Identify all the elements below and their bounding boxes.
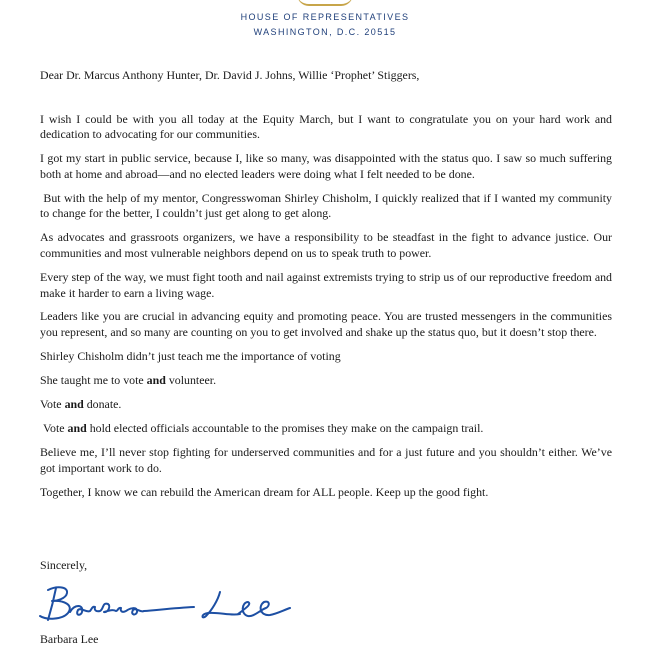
paragraph: Every step of the way, we must fight tooth and nail against extremists trying to strip us of our reproductive freedom and make it harder to earn a living wage.	[40, 269, 612, 300]
paragraph: Leaders like you are crucial in advancing equity and promoting peace. You are trusted messengers in the communities you represent, and so many are counting on you to get involved and shake up the status quo, but it doesn’t stop there.	[40, 309, 612, 340]
signer-name: Barbara Lee	[40, 632, 99, 646]
paragraph: Believe me, I’ll never stop fighting for underserved communities and for a just future and you shouldn’t either. We’ve got important work to do.	[40, 445, 612, 475]
bold-and: and	[64, 397, 84, 412]
paragraph: I got my start in public service, because I, like so many, was disappointed with the status quo. I saw so much suffering both at home and abroad—and no elected leaders were doing what I felt needed to be done.	[40, 151, 612, 181]
bold-and: and	[67, 421, 87, 436]
paragraph: As advocates and grassroots organizers, we have a responsibility to be steadfast in the fight to advance justice. Our communities and most vulnerable neighbors depend on us to speak truth to power.	[40, 230, 612, 260]
closing: Sincerely,	[40, 558, 88, 572]
seal-icon	[297, 0, 353, 6]
salutation: Dear Dr. Marcus Anthony Hunter, Dr. David J. Johns, Willie ‘Prophet’ Stiggers,	[40, 68, 420, 82]
text-segment: Vote	[40, 421, 68, 436]
text-segment: Vote	[40, 397, 65, 412]
text-segment: hold elected officials accountable to the promises they make on the campaign trail.	[86, 421, 484, 436]
text-segment: She taught me to vote	[40, 373, 147, 388]
letterhead	[0, 0, 650, 42]
paragraph: But with the help of my mentor, Congresswoman Shirley Chisholm, I quickly realized that if I wanted my community to change for the better, I couldn’t just get along to get along.	[40, 190, 615, 221]
letter-body	[40, 68, 615, 509]
bold-and: and	[146, 373, 166, 388]
letterhead-line-1: HOUSE OF REPRESENTATIVES	[240, 12, 410, 22]
paragraph-accountable	[40, 421, 612, 437]
text-segment: volunteer.	[165, 373, 217, 388]
paragraph: I wish I could be with you all today at the Equity March, but I want to congratulate you on your hard work and dedication to advocating for our communities.	[40, 111, 612, 142]
signature-image	[34, 580, 304, 628]
paragraph-donate	[40, 397, 612, 413]
text-segment: donate.	[83, 397, 122, 412]
paragraph: Together, I know we can rebuild the American dream for ALL people. Keep up the good fight.	[40, 484, 489, 499]
letterhead-line-2: WASHINGTON, D.C. 20515	[253, 27, 397, 37]
paragraph: Shirley Chisholm didn’t just teach me the importance of voting	[40, 349, 341, 364]
paragraph-volunteer	[40, 373, 612, 389]
